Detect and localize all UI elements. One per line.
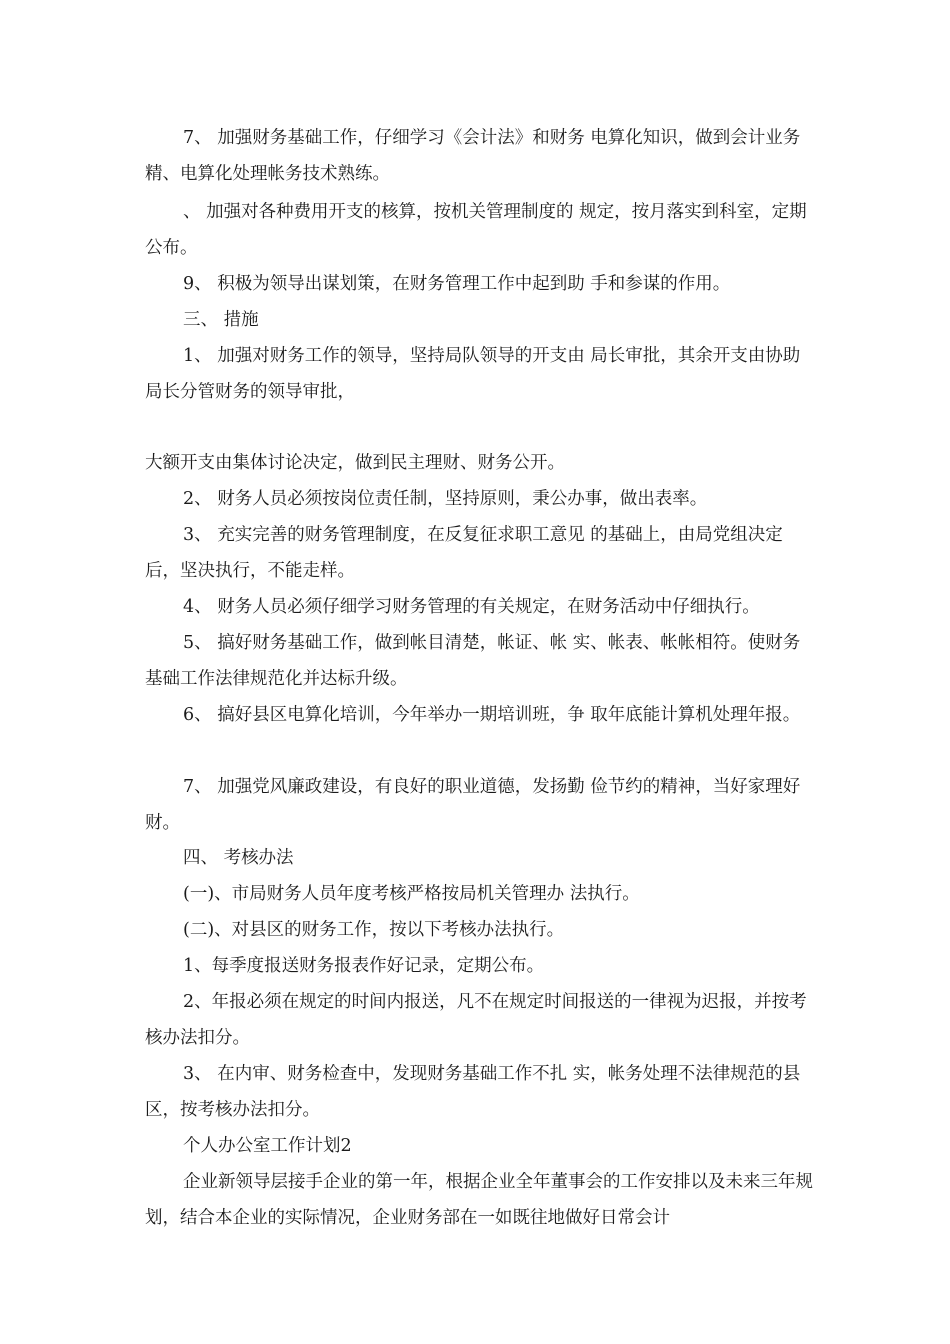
paragraph-measure-6: 6、 搞好县区电算化培训，今年举办一期培训班，争 取年底能计算机处理年报。 (183, 705, 801, 725)
section-heading-assessment: 四、 考核办法 (183, 848, 294, 868)
paragraph-plan-intro: 企业新领导层接手企业的第一年，根据企业全年董事会的工作安排以及未来三年规划，结合本企业的实际情况，企业财务部在一如既往地做好日常会计 (145, 1172, 813, 1228)
paragraph-measure-5: 5、 搞好财务基础工作，做到帐目清楚，帐证、帐 实、帐表、帐帐相符。使财务基础工作法律规范化并达标升级。 (145, 633, 801, 689)
paragraph-measure-1: 1、 加强对财务工作的领导，坚持局队领导的开支由 局长审批，其余开支由协助局长分管财务的领导审批， (145, 346, 801, 402)
paragraph-measure-2: 2、 财务人员必须按岗位责任制，坚持原则，秉公办事，做出表率。 (183, 489, 708, 509)
paragraph-measure-7: 7、 加强党风廉政建设，有良好的职业道德，发扬勤 俭节约的精神，当好家理好财。 (145, 777, 801, 833)
paragraph-8-expense-accounting: 、 加强对各种费用开支的核算，按机关管理制度的 规定，按月落实到科室，定期公布。 (145, 202, 807, 258)
section-title-work-plan-2: 个人办公室工作计划2 (183, 1136, 352, 1156)
paragraph-assessment-1: (一)、市局财务人员年度考核严格按局机关管理办 法执行。 (183, 884, 640, 904)
paragraph-assessment-item-3: 3、 在内审、财务检查中，发现财务基础工作不扎 实，帐务处理不法律规范的县区，按考核办法扣分。 (145, 1064, 801, 1120)
paragraph-measure-4: 4、 财务人员必须仔细学习财务管理的有关规定，在财务活动中仔细执行。 (183, 597, 760, 617)
paragraph-assessment-item-2: 2、年报必须在规定的时间内报送，凡不在规定时间报送的一律视为迟报，并按考核办法扣分。 (145, 992, 807, 1048)
section-heading-measures: 三、 措施 (183, 310, 259, 330)
paragraph-assessment-item-1: 1、每季度报送财务报表作好记录，定期公布。 (183, 956, 545, 976)
paragraph-7-basic-work: 7、 加强财务基础工作，仔细学习《会计法》和财务 电算化知识，做到会计业务精、电算化处理帐务技术熟练。 (145, 128, 801, 184)
paragraph-measure-3: 3、 充实完善的财务管理制度，在反复征求职工意见 的基础上，由局党组决定后，坚决执行，不能走样。 (145, 525, 783, 581)
paragraph-measure-1-continued: 大额开支由集体讨论决定，做到民主理财、财务公开。 (145, 453, 565, 473)
paragraph-9-advisory-role: 9、 积极为领导出谋划策，在财务管理工作中起到助 手和参谋的作用。 (183, 274, 731, 294)
paragraph-assessment-2: (二)、对县区的财务工作，按以下考核办法执行。 (183, 920, 565, 940)
